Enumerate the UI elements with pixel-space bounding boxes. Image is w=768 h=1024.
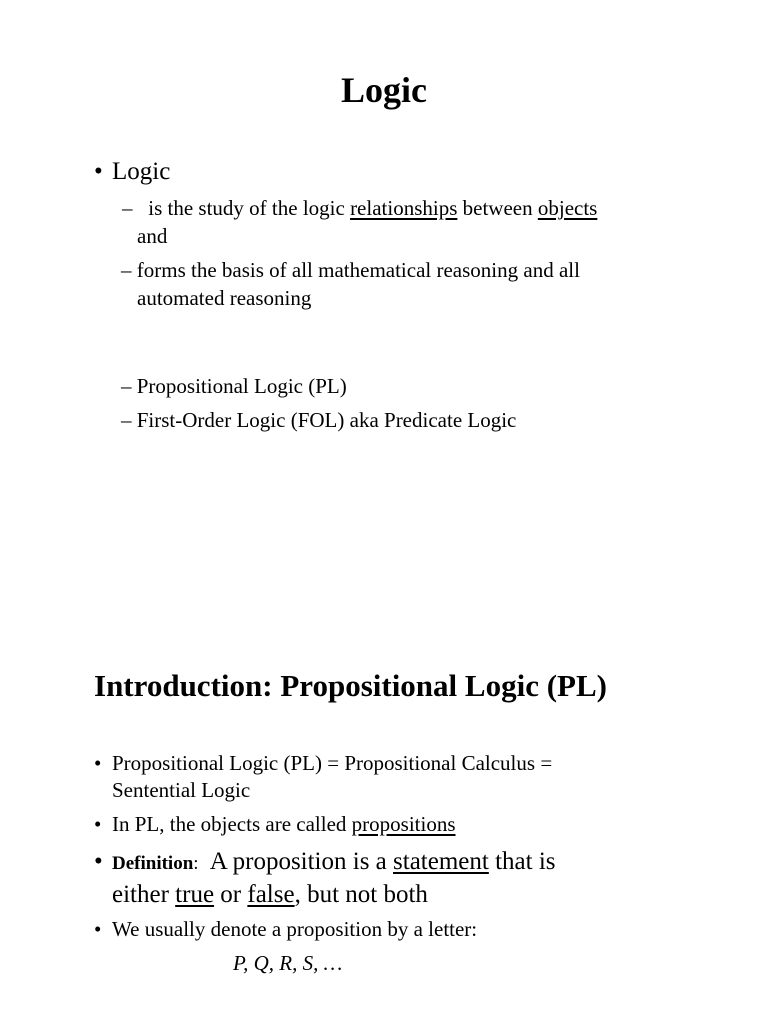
objects-term: objects xyxy=(537,196,598,220)
sub-bullet-study-text: is the study of the logic xyxy=(148,196,345,220)
relationships-term: relationships xyxy=(350,196,458,220)
true-term: true xyxy=(175,881,215,908)
sub-bullet-study-cont: and xyxy=(137,224,168,248)
sub-bullet-forms-cont: automated reasoning xyxy=(137,286,312,310)
or-text: or xyxy=(220,881,242,908)
statement-term: statement xyxy=(393,848,489,875)
proposition-letters: P, Q, R, S, … xyxy=(233,951,343,975)
definition-text: A proposition is a xyxy=(209,848,387,875)
bullet-objects-text: In PL, the objects are called xyxy=(112,812,347,836)
bullet-denote: • We usually denote a proposition by a letter: xyxy=(112,916,477,943)
sub-bullet-forms xyxy=(121,256,580,284)
bullet-pl-definition-cont: Sentential Logic xyxy=(112,778,251,802)
bullet-objects xyxy=(112,811,456,838)
slide-title-intro: Introduction: Propositional Logic (PL) xyxy=(94,668,607,703)
either-text: either xyxy=(112,881,169,908)
sub-bullet-forms-text: forms the basis of all mathematical reasoning and all xyxy=(136,258,580,282)
false-term: false xyxy=(247,881,295,908)
dash: – xyxy=(122,196,133,220)
bullet-logic: • Logic xyxy=(112,157,170,187)
but-not-both-text: , but not both xyxy=(294,881,428,908)
bullet-pl-definition: • Propositional Logic (PL) = Propositional Calculus = xyxy=(112,750,552,777)
propositions-term: propositions xyxy=(351,812,456,836)
definition-label: Definition xyxy=(112,853,194,874)
between-text: between xyxy=(462,196,533,220)
slide-title-logic: Logic xyxy=(341,70,427,110)
sub-bullet-fol: – First-Order Logic (FOL) aka Predicate Logic xyxy=(121,408,517,432)
bullet-definition xyxy=(112,845,556,880)
sub-bullet-study xyxy=(122,194,597,222)
definition-cont xyxy=(112,878,428,911)
colon: : xyxy=(193,853,199,874)
that-is-text: that is xyxy=(495,848,556,875)
dash: – xyxy=(121,258,132,282)
sub-bullet-pl: – Propositional Logic (PL) xyxy=(121,374,347,398)
